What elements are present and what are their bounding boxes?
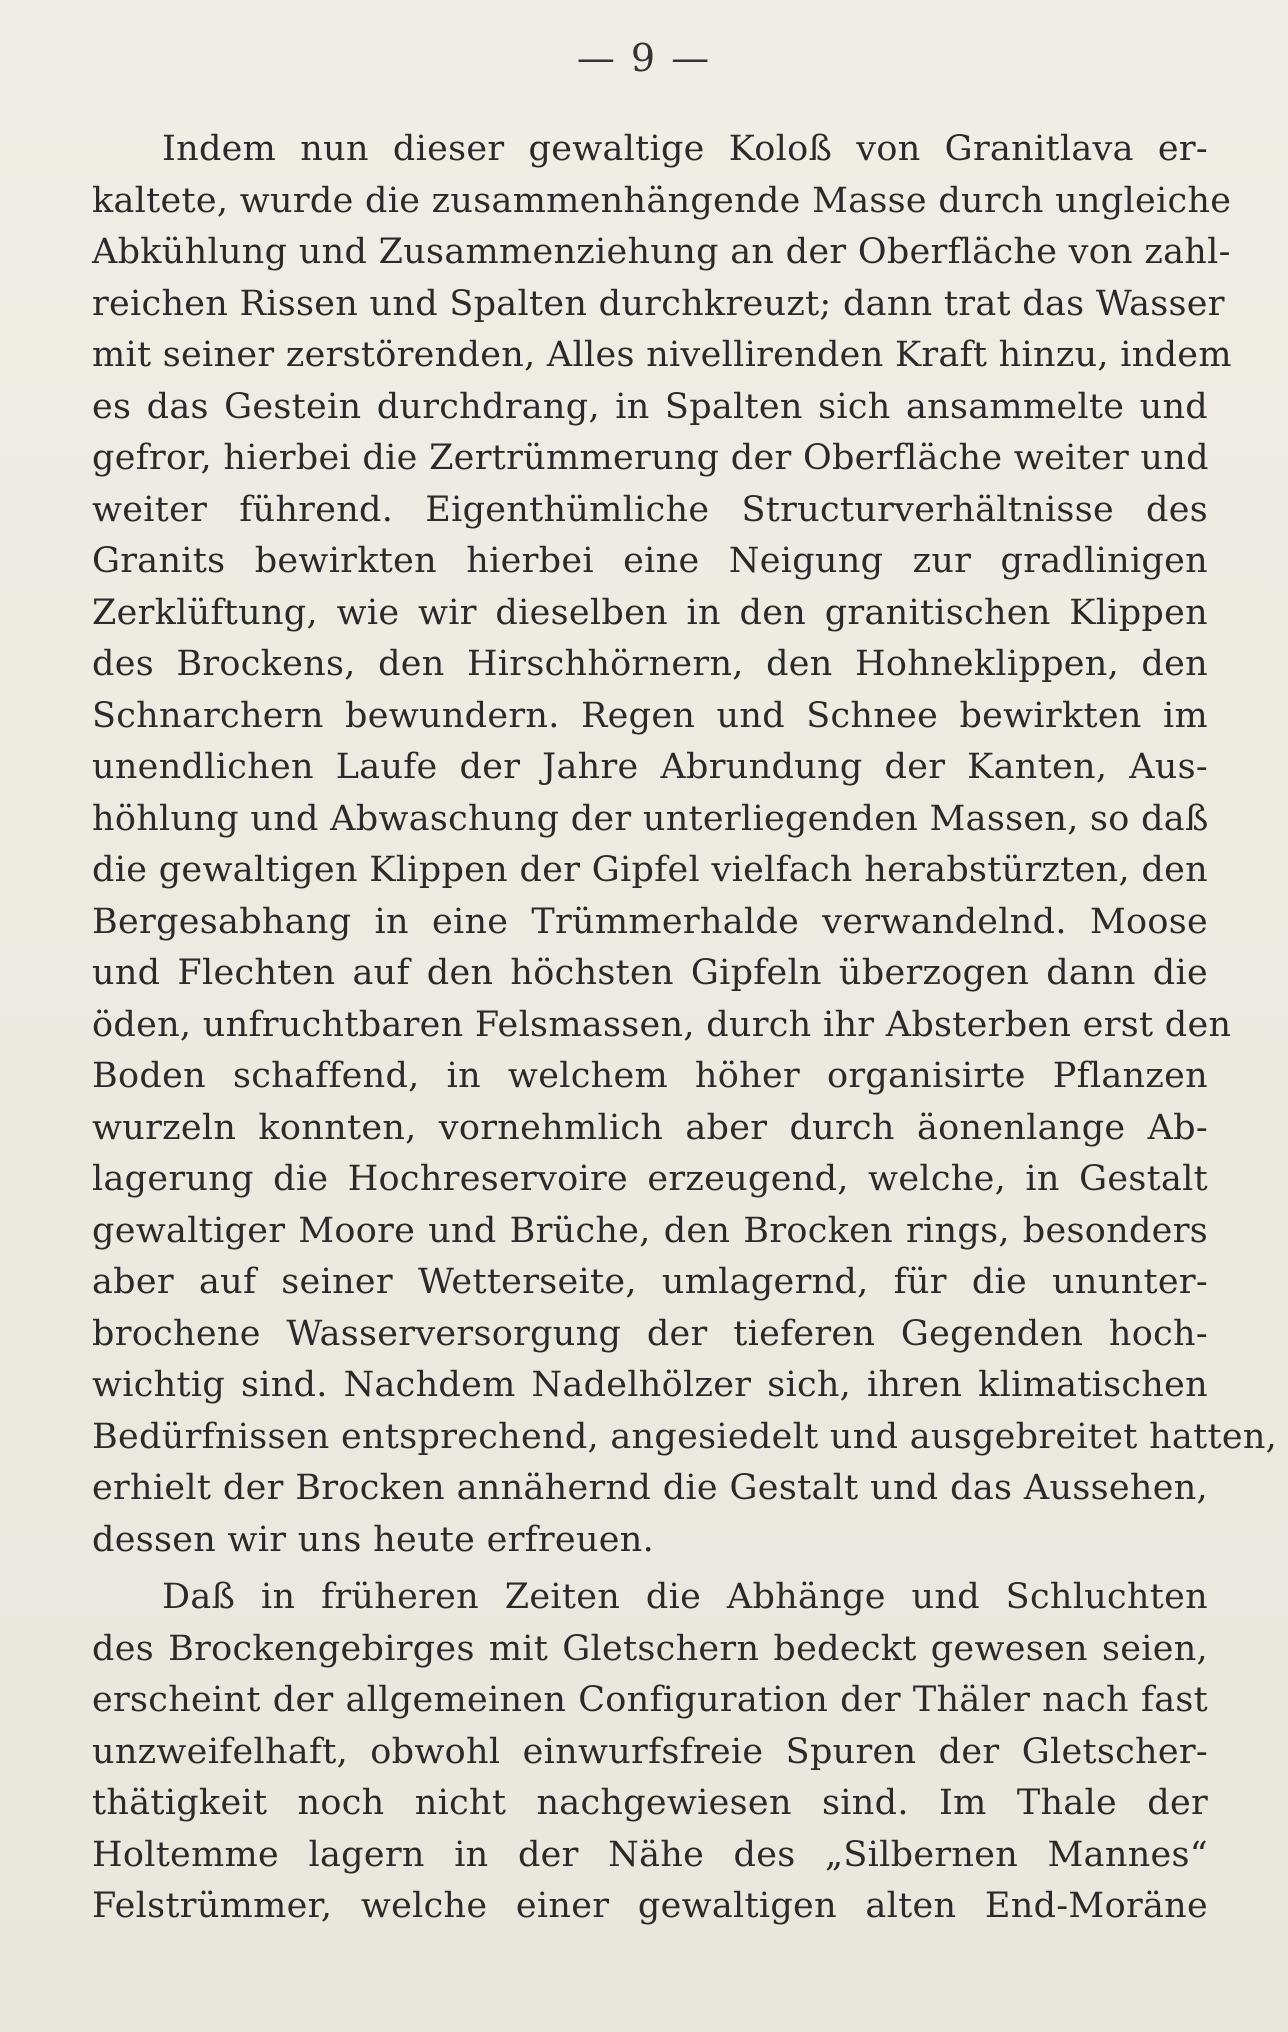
text-line: und Flechten auf den höchsten Gipfeln überzogen dann die — [92, 953, 1208, 993]
text-line: Zerklüftung, wie wir dieselben in den granitischen Klippen — [92, 592, 1208, 633]
text-line: mit seiner zerstörenden, Alles nivellirenden Kraft hinzu, indem — [92, 335, 1232, 375]
text-line: erhielt der Brocken annähernd die Gestalt und das Aussehen, — [92, 1468, 1208, 1508]
body-text — [92, 124, 1278, 1933]
text-line: dessen wir uns heute erfreuen. — [92, 1519, 655, 1560]
text-line: Schnarchern bewundern. Regen und Schnee bewirkten im — [92, 695, 1208, 736]
text-line: kaltete, wurde die zusammenhängende Masse durch ungleiche — [92, 180, 1232, 221]
text-line: Holtemme lagern in der Nähe des „Silbernen Mannes“ — [92, 1834, 1208, 1875]
text-line: unzweifelhaft, obwohl einwurfsfreie Spuren der Gletscher- — [92, 1731, 1208, 1772]
text-line: gewaltiger Moore und Brüche, den Brocken rings, besonders — [92, 1210, 1208, 1251]
text-line: erscheint der allgemeinen Configuration der Thäler nach fast — [92, 1680, 1208, 1720]
text-line: lagerung die Hochreservoire erzeugend, welche, in Gestalt — [92, 1159, 1208, 1199]
text-line: die gewaltigen Klippen der Gipfel vielfach herabstürzten, den — [92, 850, 1208, 890]
text-line: Granits bewirkten hierbei eine Neigung zur gradlinigen — [92, 541, 1208, 581]
text-line: Bergesabhang in eine Trümmerhalde verwandelnd. Moose — [92, 901, 1208, 942]
text-line: wurzeln konnten, vornehmlich aber durch äonenlange Ab- — [92, 1107, 1208, 1148]
text-line: brochene Wasserversorgung der tieferen Gegenden hoch- — [92, 1313, 1208, 1354]
text-line: des Brockengebirges mit Gletschern bedeckt gewesen seien, — [92, 1628, 1208, 1669]
text-line: Daß in früheren Zeiten die Abhänge und Schluchten — [162, 1577, 1208, 1617]
paragraph-2 — [92, 1572, 1208, 1933]
text-line: unendlichen Laufe der Jahre Abrundung der Kanten, Aus- — [92, 747, 1208, 787]
text-line: Boden schaffend, in welchem höher organisirte Pflanzen — [92, 1056, 1208, 1096]
page-number: — 9 — — [576, 36, 712, 80]
text-line: reichen Rissen und Spalten durchkreuzt; dann trat das Wasser — [92, 283, 1225, 324]
text-line: es das Gestein durchdrang, in Spalten sich ansammelte und — [92, 386, 1208, 427]
text-line: wichtig sind. Nachdem Nadelhölzer sich, ihren klimatischen — [92, 1365, 1208, 1405]
paragraph-1 — [92, 124, 1278, 1566]
text-line: Indem nun dieser gewaltige Koloß von Granitlava er- — [162, 129, 1208, 169]
text-line: höhlung und Abwaschung der unterliegenden Massen, so daß — [92, 798, 1209, 839]
text-line: öden, unfruchtbaren Felsmassen, durch ihr Absterben erst den — [92, 1004, 1232, 1045]
text-line: des Brockens, den Hirschhörnern, den Hohneklippen, den — [92, 644, 1208, 684]
text-line: Abkühlung und Zusammenziehung an der Oberfläche von zahl- — [92, 232, 1231, 272]
text-line: weiter führend. Eigenthümliche Structurverhältnisse des — [92, 489, 1208, 530]
text-line: gefror, hierbei die Zertrümmerung der Oberfläche weiter und — [92, 438, 1209, 478]
text-line: Bedürfnissen entsprechend, angesiedelt und ausgebreitet hatten, — [92, 1416, 1278, 1457]
text-line: aber auf seiner Wetterseite, umlagernd, für die ununter- — [92, 1262, 1208, 1302]
text-line: thätigkeit noch nicht nachgewiesen sind. Im Thale der — [92, 1783, 1208, 1823]
text-line: Felstrümmer, welche einer gewaltigen alten End-Moräne — [92, 1886, 1208, 1926]
